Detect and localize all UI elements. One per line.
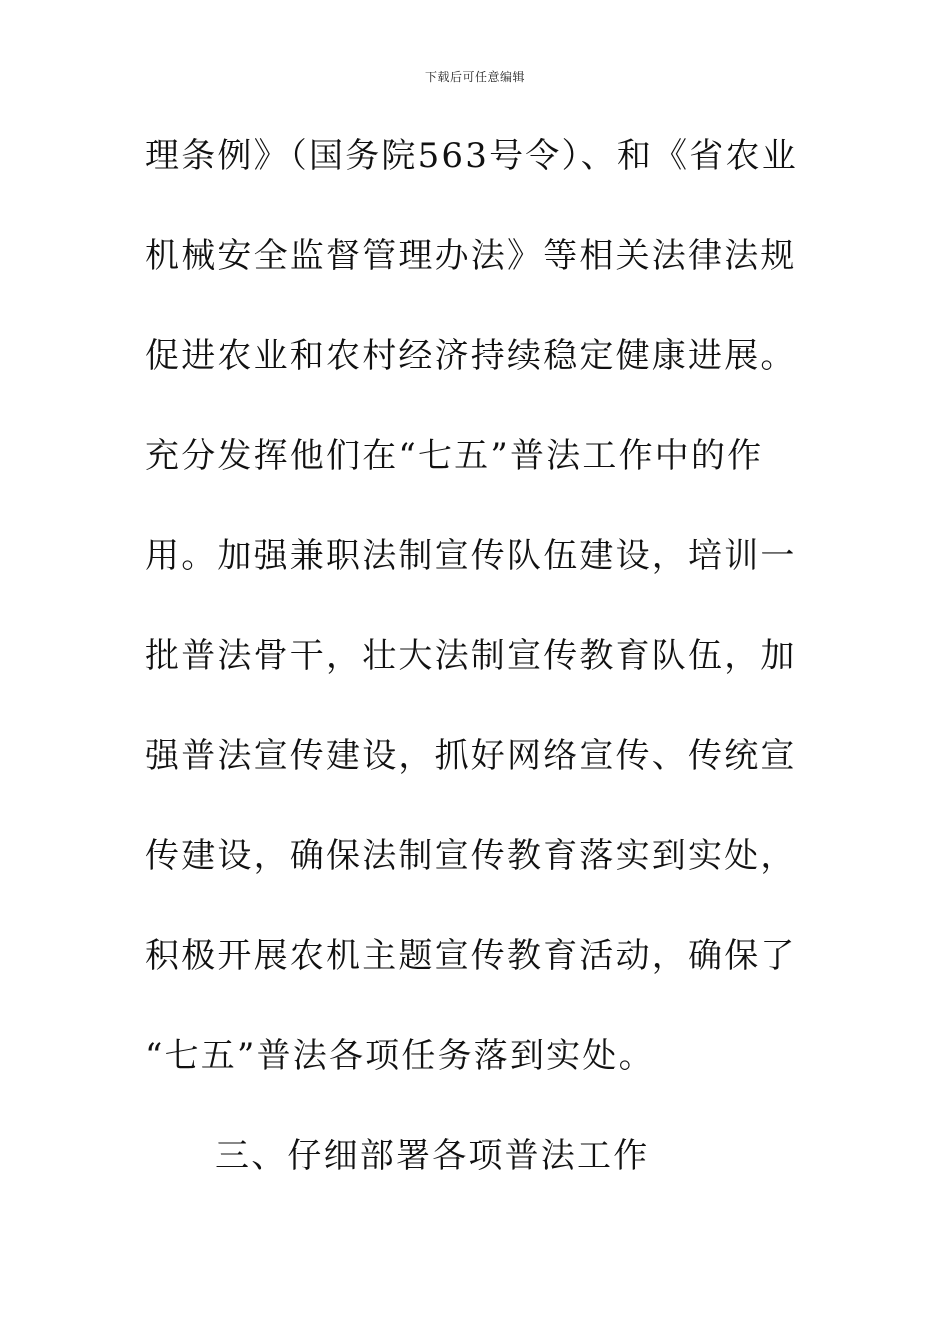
text-line: 充分发挥他们在“七五”普法工作中的作 (145, 436, 764, 476)
text-line: 理条例》（国务院563号令）、和《省农业 (145, 136, 798, 176)
text-line: 批普法骨干，壮大法制宣传教育队伍，加 (145, 636, 797, 676)
text-line: “七五”普法各项任务落到实处。 (145, 1036, 655, 1076)
text-line: 机械安全监督管理办法》等相关法律法规 (145, 236, 797, 276)
section-heading: 三、仔细部署各项普法工作 (215, 1136, 650, 1176)
text-line: 促进农业和农村经济持续稳定健康进展。 (145, 336, 797, 376)
header-note: 下载后可任意编辑 (424, 70, 525, 84)
text-line: 强普法宣传建设，抓好网络宣传、传统宣 (145, 736, 797, 776)
body-text (145, 126, 810, 1226)
text-line: 传建设，确保法制宣传教育落实到实处， (145, 836, 797, 876)
text-line: 积极开展农机主题宣传教育活动，确保了 (145, 936, 797, 976)
text-line: 用。加强兼职法制宣传队伍建设，培训一 (145, 536, 797, 576)
